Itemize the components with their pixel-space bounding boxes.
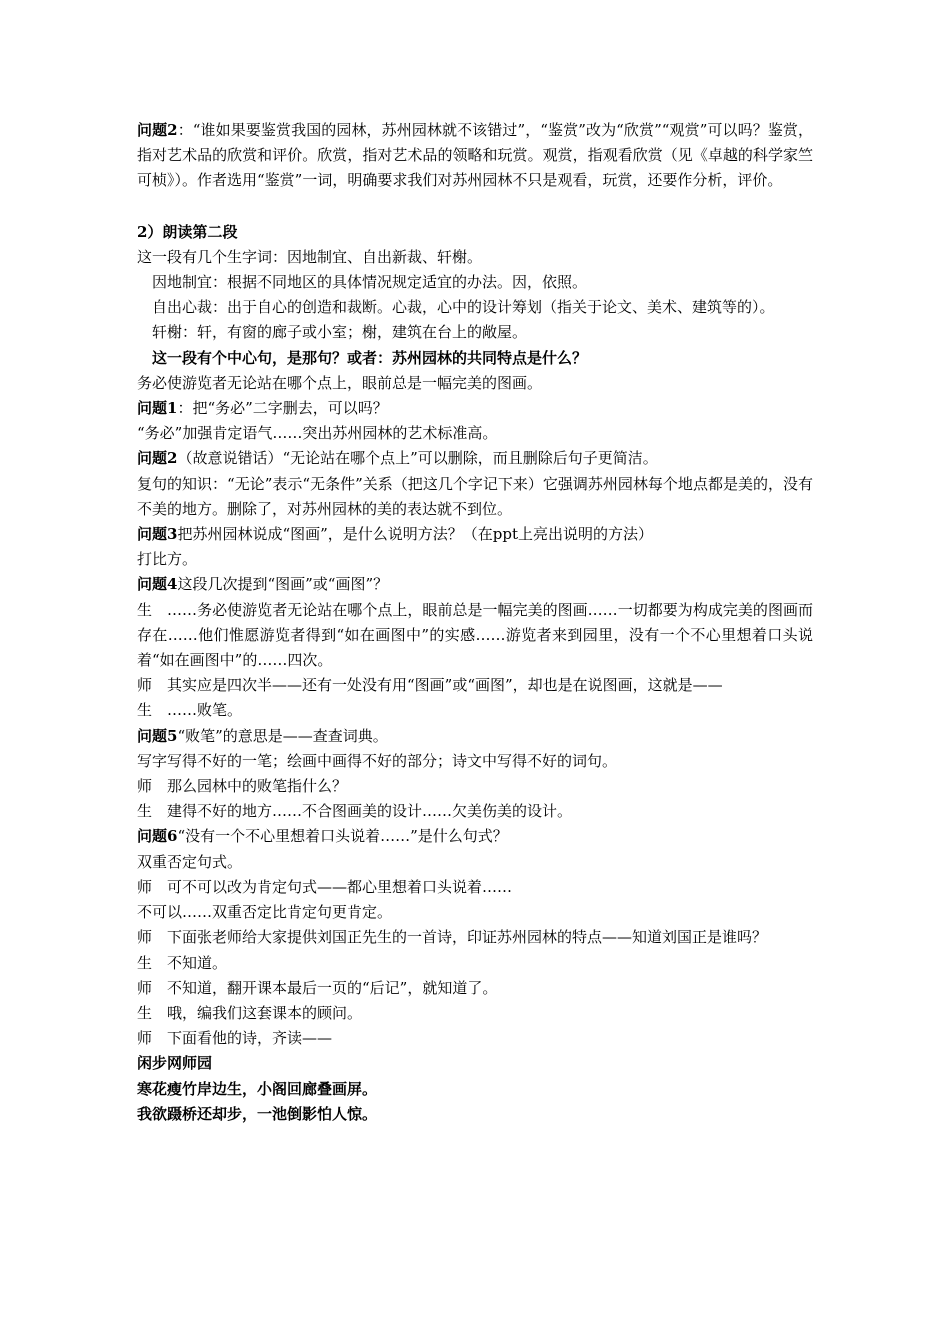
question-label: 问题5 — [137, 726, 178, 745]
dialogue-line: 生 不知道。 — [137, 953, 228, 972]
question-line — [137, 572, 813, 597]
question-2-paragraph — [137, 118, 813, 194]
dialogue-line: 生 ……败笔。 — [137, 701, 243, 720]
dialogue-line: 师 下面张老师给大家提供刘国正先生的一首诗，印证苏州园林的特点——知道刘国正是谁吗？ — [137, 928, 768, 947]
paragraph-line: 写字写得不好的一笔；绘画中画得不好的部分；诗文中写得不好的词句。 — [137, 751, 618, 770]
question-text: 把苏州园林说成“图画”，是什么说明方法？（在ppt上亮出说明的方法） — [177, 525, 654, 544]
definition-text: 自出心裁：出于自心的创造和裁断。心裁，心中的设计筹划（指关于论文、美术、建筑等的）。 — [152, 298, 775, 317]
poem-line: 寒花瘦竹岸边生，小阁回廊叠画屏。 — [137, 1079, 378, 1098]
question-label: 问题2 — [137, 449, 178, 468]
question-text: （故意说错话）“无论站在哪个点上”可以删除，而且删除后句子更简洁。 — [177, 449, 658, 468]
question-line — [137, 446, 813, 471]
spacer — [137, 194, 813, 220]
key-question-line: 这一段有个中心句，是那句？或者：苏州园林的共同特点是什么？ — [152, 348, 588, 367]
paragraph-line: “务必”加强肯定语气……突出苏州园林的艺术标准高。 — [137, 424, 498, 443]
paragraph-line: 双重否定句式。 — [137, 852, 243, 871]
section-heading: 2）朗读第二段 — [137, 222, 238, 241]
definition-line — [137, 295, 813, 320]
question-line — [137, 522, 813, 547]
dialogue-line: 师 其实应是四次半——还有一处没有用“图画”或“画图”，却也是在说图画，这就是—— — [137, 676, 723, 695]
question-label: 问题6 — [137, 827, 178, 846]
question-line — [137, 824, 813, 849]
dialogue-line: 生 哦，编我们这套课本的顾问。 — [137, 1003, 363, 1022]
question-line — [137, 396, 813, 421]
dialogue-line: 生 ……务必使游览者无论站在哪个点上，眼前总是一幅完美的图画……一切都要为构成完美的图画而存在……他们惟愿游览者得到“如在画图中”的实感……游览者来到园里，没有一个不心里想着口头说着“如在画图中”的……四次。 — [137, 600, 813, 670]
paragraph-line: 务必使游览者无论站在哪个点上，眼前总是一幅完美的图画。 — [137, 373, 543, 392]
dialogue-line: 师 可不可以改为肯定句式——都心里想着口头说着…… — [137, 877, 513, 896]
question-text: ：“谁如果要鉴赏我国的园林，苏州园林就不该错过”，“鉴赏”改为“欣赏”“观赏”可以吗？鉴赏，指对艺术品的欣赏和评价。欣赏，指对艺术品的领略和玩赏。观赏，指观看欣赏（见《卓越的科学家竺可桢》）。作者选用“鉴赏”一词，明确要求我们对苏州园林不只是观看，玩赏，还要作分析，评价。 — [137, 121, 814, 190]
dialogue-line: 师 不知道，翻开课本最后一页的“后记”，就知道了。 — [137, 978, 498, 997]
question-text: “没有一个不心里想着口头说着……”是什么句式？ — [177, 827, 508, 846]
paragraph-line: 不可以……双重否定比肯定句更肯定。 — [137, 903, 393, 922]
paragraph-line: 打比方。 — [137, 550, 198, 569]
dialogue-line: 师 下面看他的诗，齐读—— — [137, 1029, 333, 1048]
question-label: 问题2 — [137, 121, 178, 139]
dialogue-line: 生 建得不好的地方……不合图画美的设计……欠美伤美的设计。 — [137, 802, 573, 821]
definition-line: 轩榭：轩，有窗的廊子或小室；榭，建筑在台上的敞屋。 — [152, 323, 528, 342]
poem-line: 我欲蹑桥还却步，一池倒影怕人惊。 — [137, 1104, 378, 1123]
question-text: “败笔”的意思是——查查词典。 — [177, 726, 388, 745]
paragraph-line: 这一段有几个生字词：因地制宜、自出新裁、轩榭。 — [137, 247, 483, 266]
question-line — [137, 724, 813, 749]
question-label: 问题4 — [137, 575, 178, 594]
definition-line: 因地制宜：根据不同地区的具体情况规定适宜的办法。因，依照。 — [152, 273, 588, 292]
question-label: 问题1 — [137, 399, 178, 418]
question-text: 这段几次提到“图画”或“画图”？ — [177, 575, 389, 594]
document-page — [137, 118, 813, 1127]
poem-title: 闲步网师园 — [137, 1054, 213, 1073]
question-text: ：把“务必”二字删去，可以吗？ — [177, 399, 388, 418]
question-label: 问题3 — [137, 525, 178, 544]
dialogue-line: 师 那么园林中的败笔指什么？ — [137, 777, 348, 796]
paragraph-line: 复句的知识：“无论”表示“无条件”关系（把这几个字记下来）它强调苏州园林每个地点都是美的，没有不美的地方。删除了，对苏州园林的美的表达就不到位。 — [137, 474, 813, 518]
